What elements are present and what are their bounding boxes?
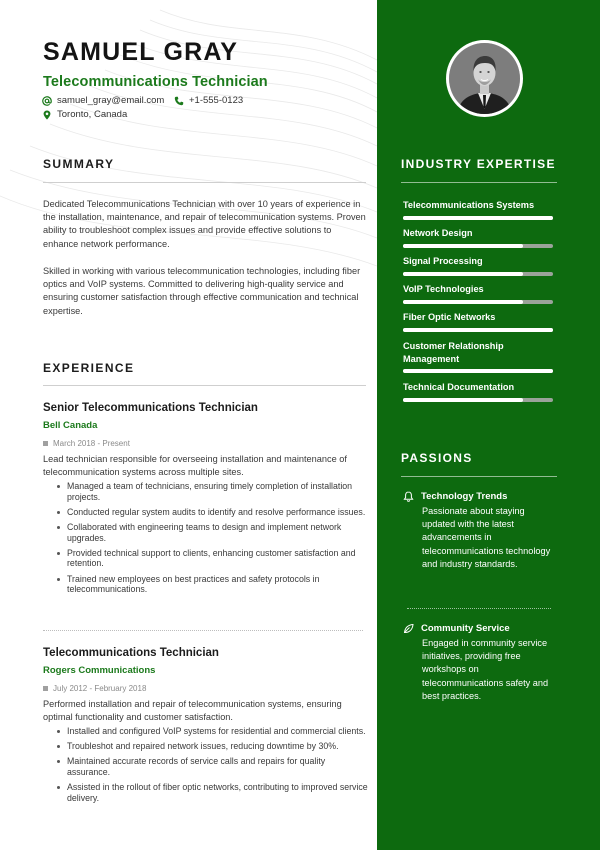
passion-separator xyxy=(407,608,551,609)
list-item: Collaborated with engineering teams to design and implement network upgrades. xyxy=(55,522,368,543)
skill-bar xyxy=(403,244,553,248)
skill-item xyxy=(403,283,553,304)
passion-header xyxy=(403,623,553,634)
list-item: Conducted regular system audits to identify and resolve performance issues. xyxy=(55,507,368,518)
skill-bar xyxy=(403,300,553,304)
job-2-title: Telecommunications Technician xyxy=(43,647,219,659)
skill-bar xyxy=(403,328,553,332)
skill-item xyxy=(403,311,553,332)
skill-label: Customer Relationship Management xyxy=(403,341,504,364)
expertise-heading: INDUSTRY EXPERTISE xyxy=(401,157,556,171)
skill-bar-fill xyxy=(403,244,523,248)
experience-heading: EXPERIENCE xyxy=(43,361,135,375)
job-2-bullets xyxy=(55,726,368,808)
passion-title: Community Service xyxy=(421,623,510,634)
list-item: Installed and configured VoIP systems for residential and commercial clients. xyxy=(55,726,368,737)
email-contact[interactable] xyxy=(42,95,164,106)
list-item: Maintained accurate records of service calls and repairs for quality assurance. xyxy=(55,756,368,777)
job-title-headline: Telecommunications Technician xyxy=(43,74,268,90)
skill-bar xyxy=(403,216,553,220)
candidate-name: SAMUEL GRAY xyxy=(43,38,239,66)
skill-bar xyxy=(403,272,553,276)
job-2-description: Performed installation and repair of telecommunication systems, ensuring optimal functionality and customer satisfaction. xyxy=(43,699,342,722)
skill-label: Signal Processing xyxy=(403,256,483,266)
skill-label: Technical Documentation xyxy=(403,382,515,392)
passion-description: Engaged in community service initiatives, providing free workshops on telecommunications safety and best practices. xyxy=(422,638,549,701)
map-pin-icon xyxy=(42,110,52,120)
sidebar xyxy=(377,0,600,850)
list-item: Assisted in the rollout of fiber optic networks, contributing to improved service delivery. xyxy=(55,782,368,803)
list-item: Troubleshot and repaired network issues, reducing downtime by 30%. xyxy=(55,741,368,752)
list-item: Trained new employees on best practices and safety protocols in telecommunications. xyxy=(55,574,368,595)
job-1-description: Lead technician responsible for overseeing installation and maintenance of telecommunication systems across multiple sites. xyxy=(43,454,347,477)
skill-label: Telecommunications Systems xyxy=(403,200,535,210)
skill-bar-fill xyxy=(403,328,553,332)
passion-item xyxy=(403,623,553,703)
skill-label: Fiber Optic Networks xyxy=(403,312,496,322)
leaf-icon xyxy=(403,623,414,634)
phone-contact[interactable] xyxy=(174,95,243,106)
profile-photo xyxy=(449,43,520,114)
skill-bar-fill xyxy=(403,369,553,373)
job-1-company: Bell Canada xyxy=(43,420,98,431)
passions-heading: PASSIONS xyxy=(401,451,473,465)
job-1-title: Senior Telecommunications Technician xyxy=(43,402,258,414)
skill-bar-fill xyxy=(403,300,523,304)
skill-label: VoIP Technologies xyxy=(403,284,484,294)
list-item: Provided technical support to clients, enhancing customer satisfaction and retention. xyxy=(55,548,368,569)
skill-item xyxy=(403,340,553,373)
phone-text: +1-555-0123 xyxy=(189,95,244,106)
at-icon xyxy=(42,96,52,106)
passion-description: Passionate about staying updated with the latest advancements in telecommunications technology and industry standards. xyxy=(422,506,551,569)
skill-item xyxy=(403,227,553,248)
skill-label: Network Design xyxy=(403,228,473,238)
skill-bar xyxy=(403,369,553,373)
calendar-icon xyxy=(43,686,48,691)
passions-divider xyxy=(401,476,557,477)
avatar xyxy=(446,40,523,117)
list-item: Managed a team of technicians, ensuring timely completion of installation projects. xyxy=(55,481,368,502)
job-1-dates-text: March 2018 - Present xyxy=(53,439,130,448)
experience-divider xyxy=(43,385,366,386)
phone-icon xyxy=(174,96,184,106)
skill-bar-fill xyxy=(403,216,553,220)
job-separator xyxy=(43,630,363,631)
summary-divider xyxy=(43,182,366,183)
passion-title: Technology Trends xyxy=(421,491,508,502)
job-1-bullets xyxy=(55,481,368,599)
skill-bar-fill xyxy=(403,398,523,402)
summary-paragraph-2: Skilled in working with various telecommunication technologies, including fiber optics and VoIP systems. Committed to delivering high-quality service and ensuring customer satisfaction through effective communication and technical expertise. xyxy=(43,266,361,316)
skill-item xyxy=(403,255,553,276)
job-2-dates xyxy=(43,684,146,693)
skill-bar-fill xyxy=(403,272,523,276)
job-2-dates-text: July 2012 - February 2018 xyxy=(53,684,147,693)
job-2-company: Rogers Communications xyxy=(43,665,156,676)
expertise-divider xyxy=(401,182,557,183)
location-text: Toronto, Canada xyxy=(57,109,128,120)
passion-header xyxy=(403,491,553,502)
bell-icon xyxy=(403,491,414,502)
skill-item xyxy=(403,199,553,220)
passion-item xyxy=(403,491,553,571)
job-1-dates xyxy=(43,439,130,448)
summary-heading: SUMMARY xyxy=(43,157,115,171)
skill-bar xyxy=(403,398,553,402)
location-contact xyxy=(42,109,127,120)
email-text: samuel_gray@email.com xyxy=(57,95,165,106)
summary-paragraph-1: Dedicated Telecommunications Technician with over 10 years of experience in the installation, maintenance, and repair of telecommunication systems. Proven ability to troubleshoot complex issues and provide effective solutions to enhance network performance. xyxy=(43,199,366,249)
skill-item xyxy=(403,381,553,402)
calendar-icon xyxy=(43,441,48,446)
